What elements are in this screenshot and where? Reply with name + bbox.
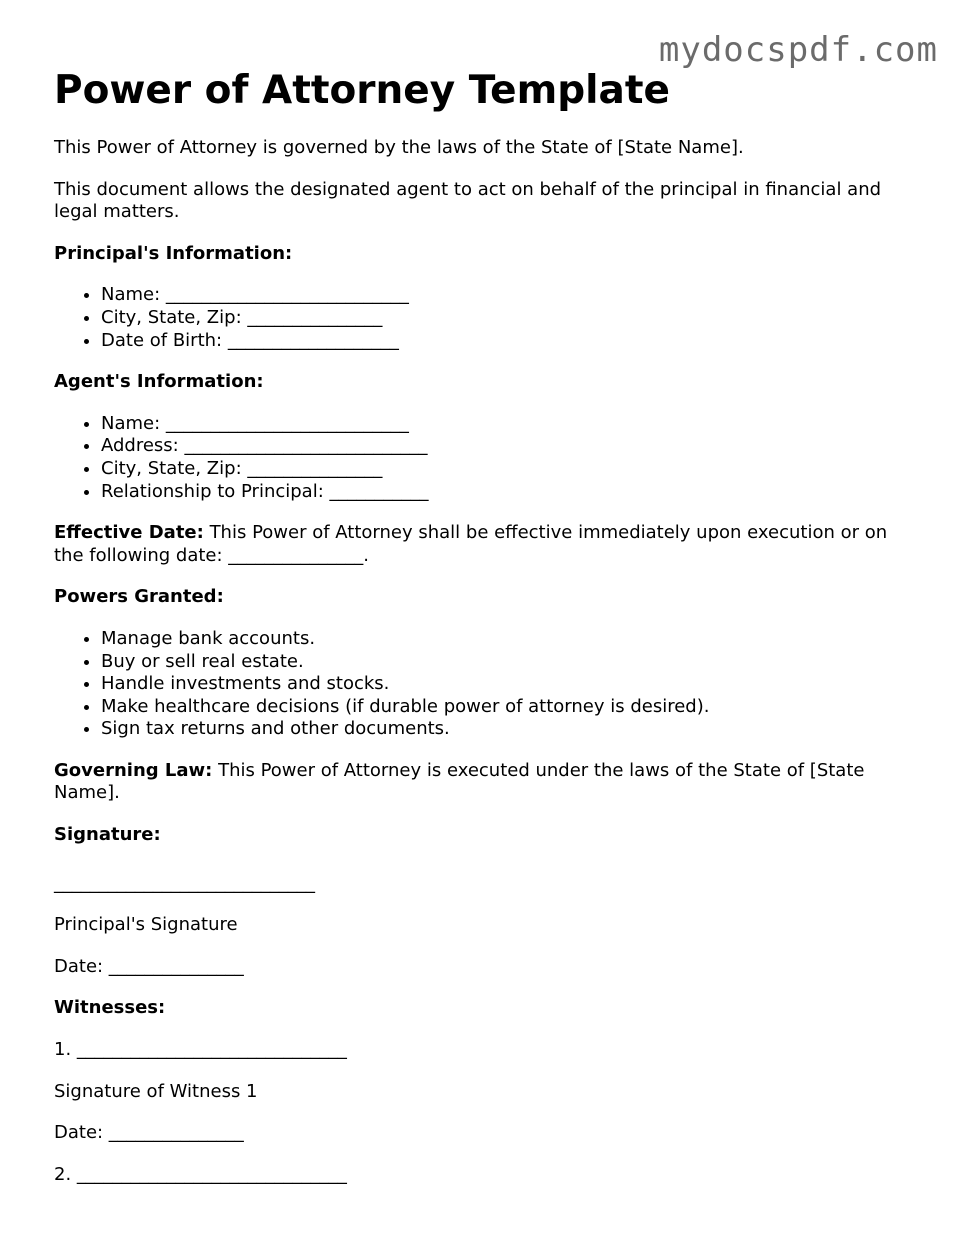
- effective-date-text: This Power of Attorney shall be effective immediately upon execution or on the following date: _______________.: [54, 522, 888, 566]
- principal-heading: Principal's Information:: [54, 242, 293, 264]
- power-item: • Make healthcare decisions (if durable power of attorney is desired).: [101, 696, 914, 719]
- agent-name-field: • Name: ___________________________: [101, 413, 914, 436]
- principal-name-field: • Name: ___________________________: [101, 284, 914, 307]
- page-title: Power of Attorney Template: [54, 68, 670, 113]
- intro-paragraph-2: This document allows the designated agent to act on behalf of the principal in financial and legal matters.: [54, 178, 882, 223]
- governing-law-text: This Power of Attorney is executed under the laws of the State of [State Name].: [54, 759, 865, 804]
- powers-heading: Powers Granted:: [54, 586, 224, 608]
- agent-heading: Agent's Information:: [54, 371, 264, 393]
- watermark: mydocspdf.com: [658, 30, 938, 70]
- document-page: [54, 68, 914, 1205]
- agent-list: [54, 413, 914, 503]
- principal-city-field: • City, State, Zip: _______________: [101, 307, 914, 330]
- agent-address-field: • Address: ___________________________: [101, 435, 914, 458]
- principal-signature-caption: Principal's Signature: [54, 914, 238, 936]
- powers-list: [54, 628, 914, 741]
- signature-heading: Signature:: [54, 824, 161, 846]
- witnesses-heading: Witnesses:: [54, 997, 166, 1019]
- power-item: • Buy or sell real estate.: [101, 651, 914, 674]
- power-item: • Sign tax returns and other documents.: [101, 718, 914, 741]
- power-item: • Handle investments and stocks.: [101, 673, 914, 696]
- principal-signature-line: _____________________________: [54, 872, 315, 894]
- agent-city-field: • City, State, Zip: _______________: [101, 458, 914, 481]
- agent-relationship-field: • Relationship to Principal: ___________: [101, 481, 914, 504]
- effective-date-paragraph: [54, 522, 914, 567]
- witness-1-date: Date: _______________: [54, 1122, 244, 1144]
- witness-2-line: 2. ______________________________: [54, 1163, 347, 1185]
- principal-dob-field: • Date of Birth: ___________________: [101, 330, 914, 353]
- power-item: • Manage bank accounts.: [101, 628, 914, 651]
- witness-1-line: 1. ______________________________: [54, 1039, 347, 1061]
- witness-1-caption: Signature of Witness 1: [54, 1080, 258, 1102]
- principal-signature-date: Date: _______________: [54, 955, 244, 977]
- intro-paragraph-1: This Power of Attorney is governed by the laws of the State of [State Name].: [54, 137, 744, 158]
- governing-law-label: Governing Law:: [54, 759, 213, 781]
- principal-list: [54, 284, 914, 352]
- governing-law-paragraph: [54, 760, 914, 805]
- effective-date-label: Effective Date:: [54, 522, 204, 544]
